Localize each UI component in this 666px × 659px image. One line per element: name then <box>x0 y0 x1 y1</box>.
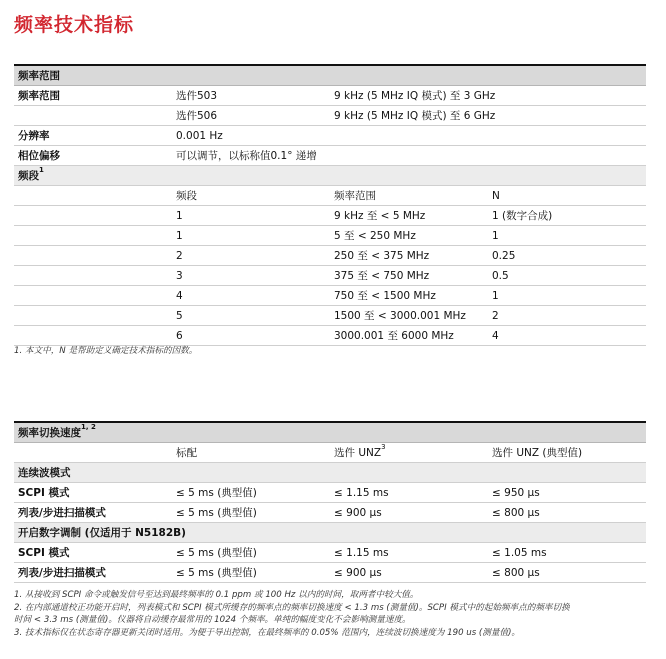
unz-cell: ≤ 1.15 ms <box>330 483 488 503</box>
standard-cell: ≤ 5 ms (典型值) <box>172 543 330 563</box>
row-label: SCPI 模式 <box>14 543 172 563</box>
subsection-header-row <box>14 166 646 186</box>
unz-cell: ≤ 900 µs <box>330 563 488 583</box>
range-cell: 375 至 < 750 MHz <box>330 266 488 286</box>
column-header: N <box>488 186 646 206</box>
range-cell: 750 至 < 1500 MHz <box>330 286 488 306</box>
band-cell: 3 <box>172 266 330 286</box>
band-cell: 5 <box>172 306 330 326</box>
range-cell: 9 kHz 至 < 5 MHz <box>330 206 488 226</box>
column-header: 选件 UNZ (典型值) <box>488 443 646 463</box>
row-label: 频率范围 <box>14 86 172 106</box>
table-row <box>14 206 646 226</box>
row-value: 可以调节，以标称值0.1° 递增 <box>172 146 646 166</box>
footnote: 2. 在内部通道校正功能开启时，列表模式和 SCPI 模式所缓存的频率点的频率切换速度 < 1.3 ms (测量值)。SCPI 模式中的起始频率点的频率切换 <box>14 603 570 613</box>
option-value: 9 kHz (5 MHz IQ 模式) 至 3 GHz <box>330 86 646 106</box>
footnote: 3. 技术指标仅在状态寄存器更新关闭时适用。为便于导出控制，在最终频率的 0.05% 范围内，连续波切换速度为 190 us (测量值)。 <box>14 628 521 638</box>
band-cell: 2 <box>172 246 330 266</box>
range-cell: 1500 至 < 3000.001 MHz <box>330 306 488 326</box>
n-cell: 1 <box>488 286 646 306</box>
band-cell: 6 <box>172 326 330 346</box>
table-row <box>14 246 646 266</box>
unz-cell: ≤ 900 µs <box>330 503 488 523</box>
range-cell: 5 至 < 250 MHz <box>330 226 488 246</box>
table-row <box>14 483 646 503</box>
subsection-header: 开启数字调制 (仅适用于 N5182B) <box>14 523 646 543</box>
table-row <box>14 286 646 306</box>
column-header: 选件 UNZ <box>334 447 382 459</box>
n-cell: 0.5 <box>488 266 646 286</box>
option-value: 9 kHz (5 MHz IQ 模式) 至 6 GHz <box>330 106 646 126</box>
column-header: 频段 <box>172 186 330 206</box>
unz-typ-cell: ≤ 950 µs <box>488 483 646 503</box>
n-cell: 4 <box>488 326 646 346</box>
standard-cell: ≤ 5 ms (典型值) <box>172 563 330 583</box>
table-row <box>14 306 646 326</box>
band-cell: 1 <box>172 206 330 226</box>
column-header-row <box>14 186 646 206</box>
n-cell: 1 <box>488 226 646 246</box>
section-header-row <box>14 65 646 86</box>
row-label: 相位偏移 <box>14 146 172 166</box>
range-cell: 250 至 < 375 MHz <box>330 246 488 266</box>
table-row <box>14 86 646 106</box>
table-row <box>14 503 646 523</box>
band-cell: 4 <box>172 286 330 306</box>
section-header-row <box>14 422 646 443</box>
section-header: 频率切换速度 <box>18 427 81 439</box>
row-value: 0.001 Hz <box>172 126 646 146</box>
n-cell: 1 (数字合成) <box>488 206 646 226</box>
table-row <box>14 543 646 563</box>
subsection-header-row <box>14 463 646 483</box>
page-title: 频率技术指标 <box>14 14 135 36</box>
option-label: 选件506 <box>172 106 330 126</box>
column-header: 标配 <box>172 443 330 463</box>
table-row <box>14 266 646 286</box>
footnote: 1. 从接收到 SCPI 命令或触发信号至达到最终频率的 0.1 ppm 或 100 Hz 以内的时间，取两者中较大值。 <box>14 590 419 600</box>
footnote-ref: 1, 2 <box>81 423 96 431</box>
switching-speed-table <box>14 421 646 583</box>
section-header: 频率范围 <box>14 65 646 86</box>
unz-cell: ≤ 1.15 ms <box>330 543 488 563</box>
row-label: 列表/步进扫描模式 <box>14 503 172 523</box>
table-row <box>14 106 646 126</box>
option-label: 选件503 <box>172 86 330 106</box>
range-cell: 3000.001 至 6000 MHz <box>330 326 488 346</box>
subsection-header: 频段 <box>18 170 39 182</box>
footnote-ref: 3 <box>381 443 386 451</box>
table-row <box>14 146 646 166</box>
table-row <box>14 226 646 246</box>
row-label: 列表/步进扫描模式 <box>14 563 172 583</box>
standard-cell: ≤ 5 ms (典型值) <box>172 503 330 523</box>
footnote-ref: 1 <box>39 166 44 174</box>
n-cell: 2 <box>488 306 646 326</box>
frequency-range-table <box>14 64 646 346</box>
n-cell: 0.25 <box>488 246 646 266</box>
table-row <box>14 126 646 146</box>
column-header: 频率范围 <box>330 186 488 206</box>
table-row <box>14 326 646 346</box>
unz-typ-cell: ≤ 800 µs <box>488 563 646 583</box>
footnote: 时间 < 3.3 ms (测量值)。仪器将自动缓存最常用的 1024 个频率。单纯的幅度变化不会影响测量速度。 <box>14 615 411 625</box>
row-label: SCPI 模式 <box>14 483 172 503</box>
subsection-header: 连续波模式 <box>14 463 646 483</box>
unz-typ-cell: ≤ 1.05 ms <box>488 543 646 563</box>
band-cell: 1 <box>172 226 330 246</box>
unz-typ-cell: ≤ 800 µs <box>488 503 646 523</box>
subsection-header-row <box>14 523 646 543</box>
column-header-row <box>14 443 646 463</box>
table-row <box>14 563 646 583</box>
footnote: 1. 本文中，N 是帮助定义确定技术指标的因数。 <box>14 346 198 356</box>
row-label: 分辨率 <box>14 126 172 146</box>
standard-cell: ≤ 5 ms (典型值) <box>172 483 330 503</box>
